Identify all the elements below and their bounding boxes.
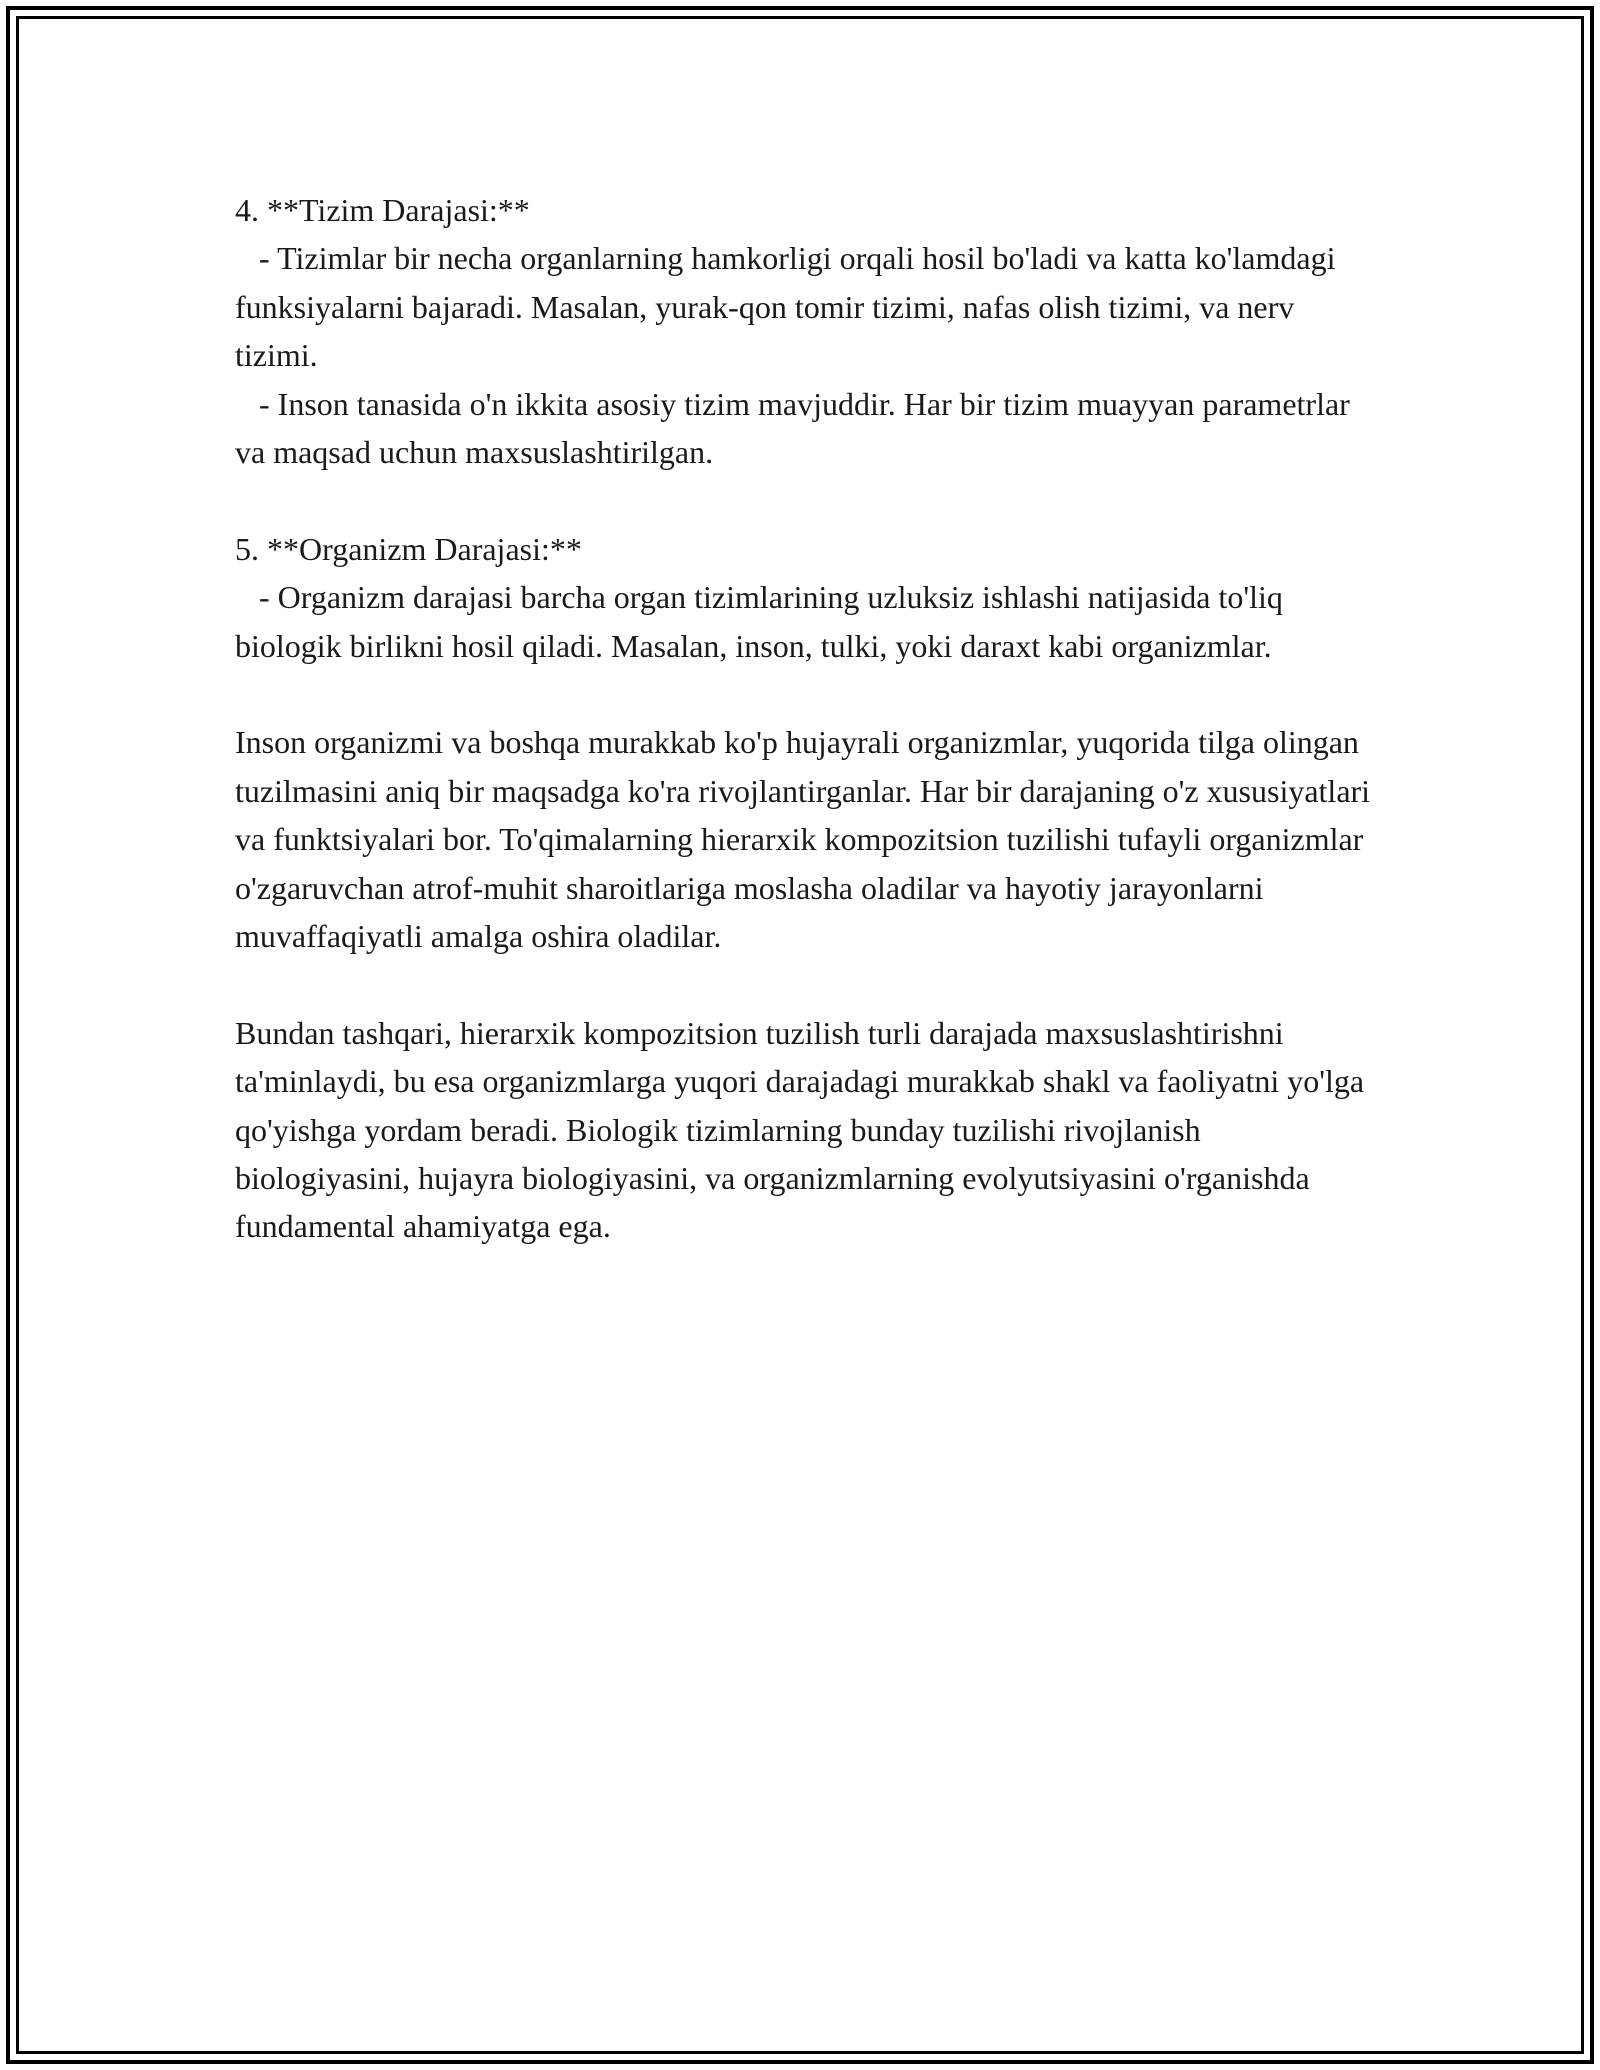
document-body xyxy=(235,186,1379,1251)
section-4-heading: 4. **Tizim Darajasi:** xyxy=(235,192,530,228)
body-paragraph-1: Inson organizmi va boshqa murakkab ko'p hujayrali organizmlar, yuqorida tilga olingan tuzilmasini aniq bir maqsadga ko'ra rivojlantirganlar. Har bir darajaning o'z xususiyatlari va funktsiyalari bor. To'qimalarning hierarxik kompozitsion tuzilishi tufayli organizmlar o'zgaruvchan atrof-muhit sharoitlariga moslasha oladilar va hayotiy jarayonlarni muvaffaqiyatli amalga oshira oladilar. xyxy=(235,724,1379,955)
paragraph-gap xyxy=(235,476,1375,524)
body-paragraph-2: Bundan tashqari, hierarxik kompozitsion tuzilish turli darajada maxsuslashtirishni ta'minlaydi, bu esa organizmlarga yuqori darajadagi murakkab shakl va faoliyatni yo'lga qo'yishga yordam beradi. Biologik tizimlarning bunday tuzilishi rivojlanish biologiyasini, hujayra biologiyasini, va organizmlarning evolyutsiyasini o'rganishda fundamental ahamiyatga ega. xyxy=(235,1014,1373,1245)
section-4-bullet-2: - Inson tanasida o'n ikkita asosiy tizim mavjuddir. Har bir tizim muayyan parametrlar va maqsad uchun maxsuslashtirilgan. xyxy=(235,385,1358,471)
paragraph-gap xyxy=(235,670,1375,718)
section-4-bullet-1: - Tizimlar bir necha organlarning hamkorligi orqali hosil bo'ladi va katta ko'lamdagi funksiyalarni bajaradi. Masalan, yurak-qon tomir tizimi, nafas olish tizimi, va nerv tizimi. xyxy=(235,240,1344,374)
section-5-bullet-1: - Organizm darajasi barcha organ tizimlarining uzluksiz ishlashi natijasida to'liq biologik birlikni hosil qiladi. Masalan, inson, tulki, yoki daraxt kabi organizmlar. xyxy=(235,579,1291,664)
section-5-heading: 5. **Organizm Darajasi:** xyxy=(235,530,582,567)
paragraph-gap xyxy=(235,960,1375,1008)
